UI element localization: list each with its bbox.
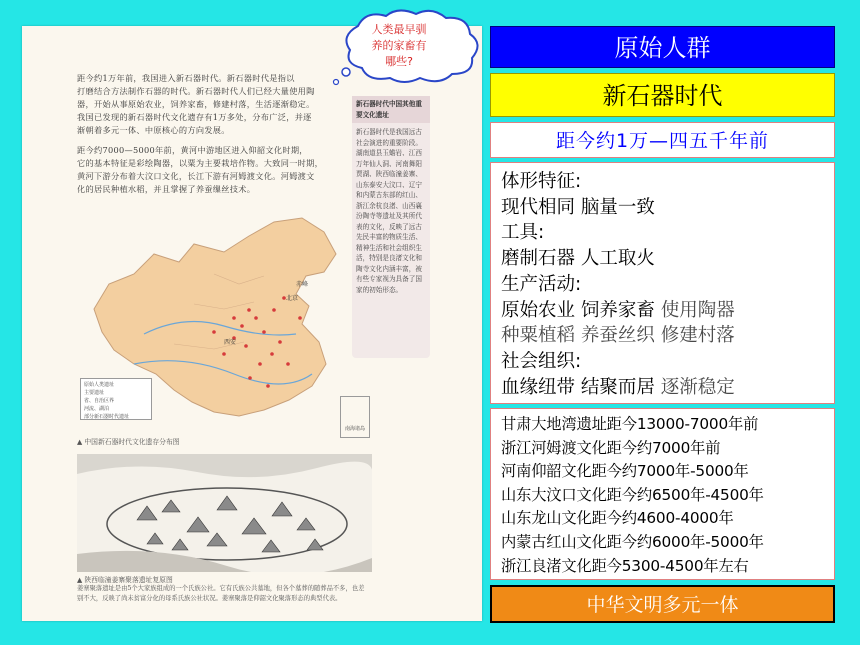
sidebar-note-body: 新石器时代是我国远古社会演进的重要阶段。湖南道县玉蟾岩、江西万年仙人洞、河南舞阳贾湖、陕西临潼姜寨、山东泰安大汶口、辽宁和内蒙古东部的红山、浙江余杭良渚、山西襄汾陶寺等遗址及其所代表的文化，反映了远古先民丰富的物质生活、精神生活和社会组织生活，特别是良渚文化和陶寺文化内涵丰富，被有些专家视为具备了国家的初始形态。 — [356, 128, 422, 294]
site-item: 浙江河姆渡文化距今约7000年前 — [501, 438, 721, 457]
legend-item: 省、自治区界 — [84, 398, 115, 404]
text-line: 器，开始从事原始农业，饲养家畜，修建村落，生活逐渐稳定。 — [77, 99, 315, 109]
legend-item: 河流、湖泊 — [84, 406, 110, 412]
primitive-humans-title: 原始人群 — [490, 26, 835, 68]
feature-text-muted: 使用陶器 — [654, 299, 735, 321]
textbook-page — [22, 26, 482, 621]
site-item: 山东大汶口文化距今约6500年-4500年 — [501, 485, 764, 504]
neolithic-title: 新石器时代 — [490, 73, 835, 117]
site-item: 甘肃大地湾遗址距今13000-7000年前 — [501, 415, 759, 433]
feature-line: 种粟植稻 养蚕丝织 修建村落 — [501, 325, 735, 347]
text-line: 距今约7000—5000年前，黄河中游地区进入仰韶文化时期， — [77, 145, 308, 155]
map-label-chifeng: 赤峰 — [296, 281, 309, 288]
sketch-caption: ▲ 陕西临潼姜寨聚落遗址复原图 — [77, 576, 173, 584]
feature-line — [501, 375, 824, 401]
south-china-sea-inset — [340, 396, 370, 438]
jiangzhai-settlement-sketch — [77, 454, 372, 572]
feature-line: 磨制石器 人工取火 — [501, 248, 655, 270]
site-item: 山东龙山文化距今约4600-4000年 — [501, 509, 734, 528]
legend-item: 原始人类遗址 — [84, 382, 115, 388]
feature-heading: 生产活动: — [501, 273, 582, 295]
feature-heading: 工具: — [501, 222, 545, 244]
cloud-bubble — [342, 68, 350, 76]
feature-text: 原始农业 饲养家畜 — [501, 299, 655, 321]
textbook-paragraph-2 — [77, 144, 367, 196]
map-legend — [80, 378, 152, 420]
date-range: 距今约1万—四五千年前 — [490, 122, 835, 158]
site-item: 内蒙古红山文化距今约6000年-5000年 — [501, 532, 764, 551]
text-line: 距今约1万年前，我国进入新石器时代。新石器时代是指以 — [77, 73, 295, 83]
sidebar-note-title: 新石器时代中国其他重要文化遗址 — [352, 96, 430, 123]
cloud-question — [358, 22, 440, 70]
cloud-bubble — [334, 80, 339, 85]
features-box — [490, 162, 835, 404]
cloud-line: 哪些? — [385, 55, 413, 68]
text-line: 我国已发现的新石器时代文化遗存有1万多处，分布广泛，并逐 — [77, 112, 312, 122]
site-item: 浙江良渚文化距今5300-4500年左右 — [501, 556, 749, 575]
feature-text: 血缘纽带 结聚而居 — [501, 376, 655, 398]
feature-heading: 体形特征: — [501, 171, 582, 192]
map-label-xian: 西安 — [224, 339, 237, 346]
feature-heading: 社会组织: — [501, 350, 582, 372]
map-caption: ▲ 中国新石器时代文化遗存分布图 — [77, 438, 180, 446]
map-label-beijing: 北京 — [286, 295, 299, 302]
civilization-banner: 中华文明多元一体 — [490, 585, 835, 623]
feature-text-muted: 逐渐稳定 — [654, 376, 735, 398]
feature-line — [501, 298, 824, 324]
text-line: 黄河下游分布着大汶口文化，长江下游有河姆渡文化。河姆渡文 — [77, 171, 315, 181]
text-line: 化的居民种植水稻，并且掌握了养蚕缫丝技术。 — [77, 184, 256, 194]
text-line: 它的基本特征是彩绘陶器，以粟为主要栽培作物。大致同一时期， — [77, 158, 324, 168]
cloud-line: 养的家畜有 — [371, 39, 427, 52]
text-line: 打磨结合方法制作石器的时代。新石器时代人们已经大量使用陶 — [77, 86, 315, 96]
sketch-caption-body: 姜寨聚落遗址是由5个大家族组成的一个氏族公社。它有氏族公共墓地，但各个墓葬的随葬品不多，也差别不大，反映了尚未贫富分化的母系氏族公社状况。姜寨聚落是仰韶文化聚落形态的典型代表。 — [77, 585, 365, 602]
legend-item: 主要遗址 — [84, 390, 105, 396]
sites-list — [490, 408, 835, 580]
legend-item: 部分新石器时代遗址 — [84, 414, 130, 420]
site-item: 河南仰韶文化距今约7000年-5000年 — [501, 462, 749, 481]
cloud-line: 人类最早驯 — [371, 23, 427, 36]
textbook-paragraph-1 — [77, 72, 367, 137]
feature-line: 现代相同 脑量一致 — [501, 196, 655, 218]
inset-label: 南海诸岛 — [344, 426, 365, 432]
text-line: 渐朝着多元一体、中原核心的方向发展。 — [77, 125, 230, 135]
